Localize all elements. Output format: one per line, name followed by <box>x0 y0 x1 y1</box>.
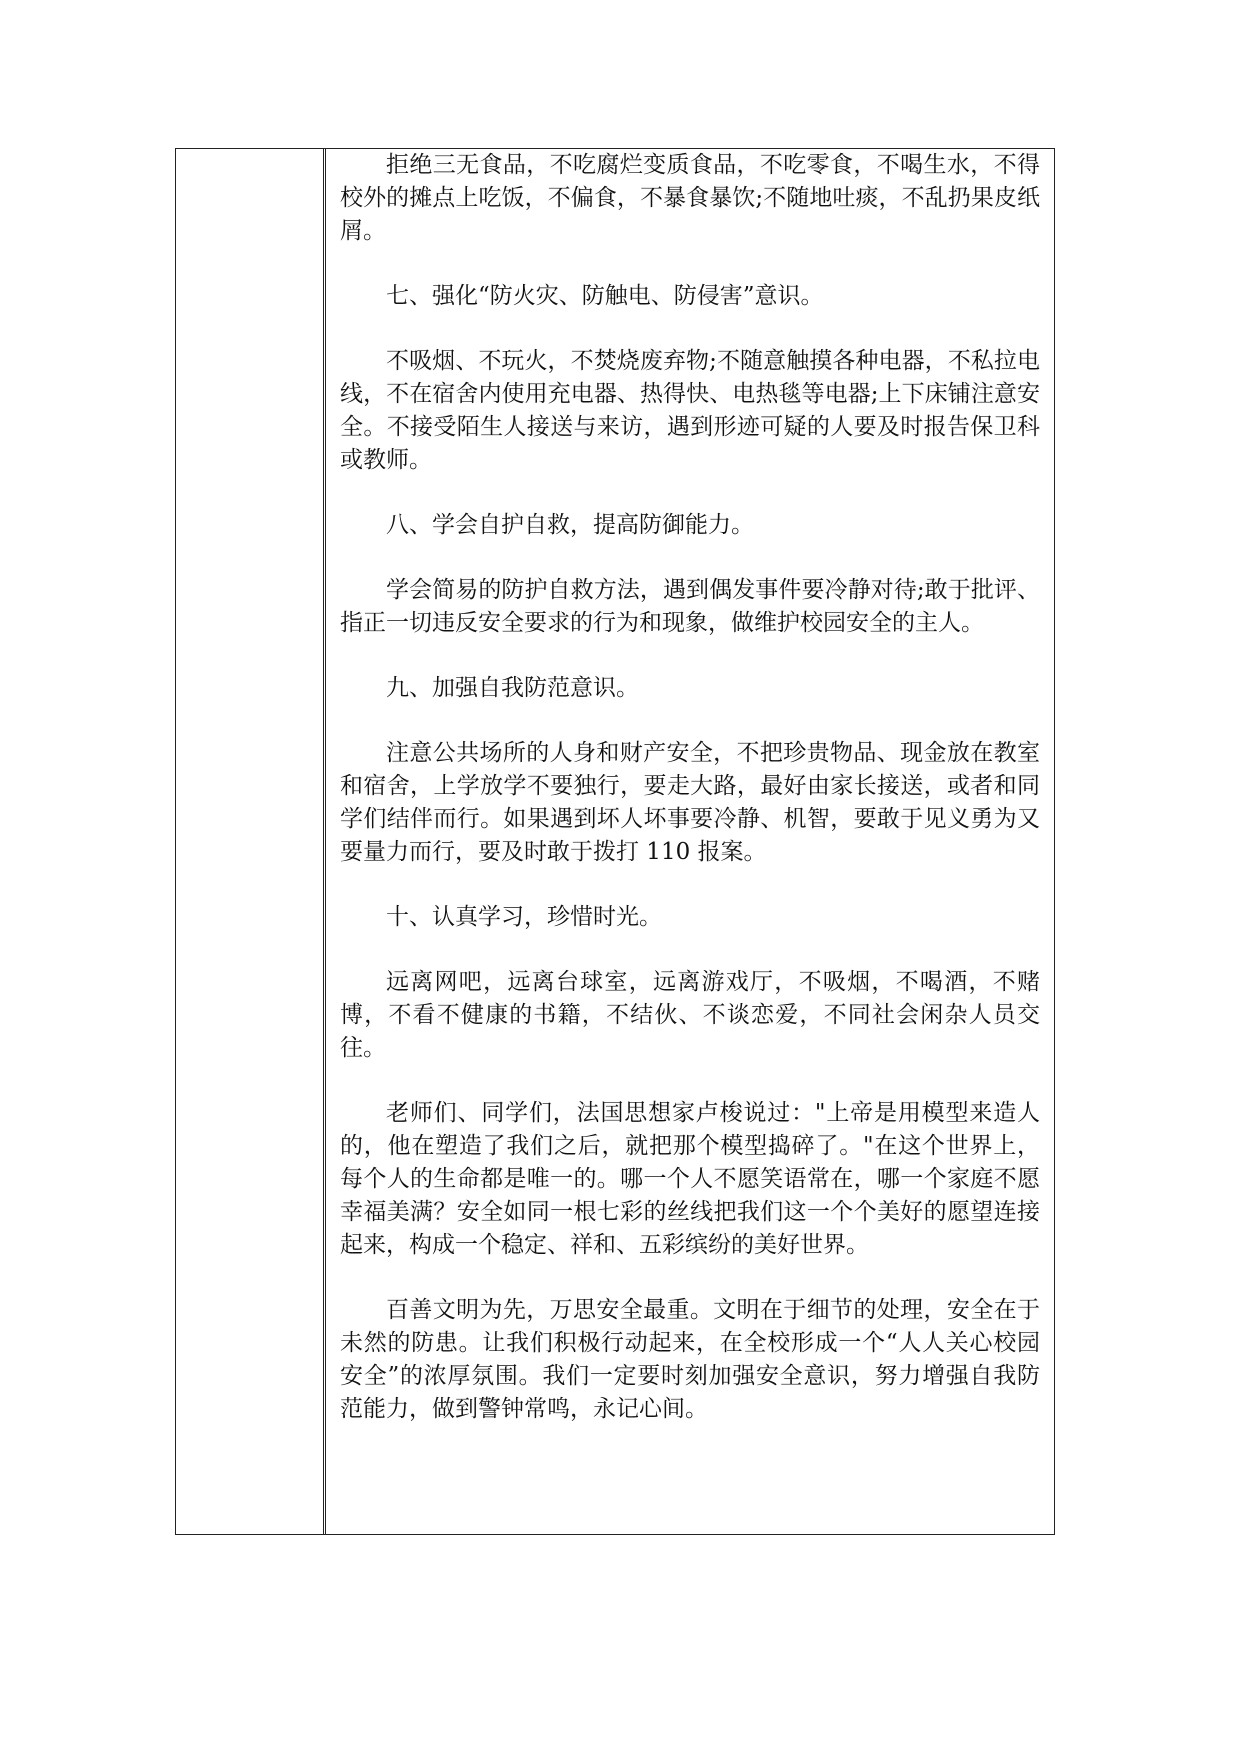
paragraph-fire-electric-safety: 不吸烟、不玩火，不焚烧废弃物;不随意触摸各种电器，不私拉电线，不在宿舍内使用充电器、热得快、电热毯等电器;上下床铺注意安全。不接受陌生人接送与来访，遇到形迹可疑的人要及时报告保卫科或教师。 <box>340 348 1040 473</box>
table-content-cell <box>326 149 1054 1534</box>
paragraph-self-rescue: 学会简易的防护自救方法，遇到偶发事件要冷静对待;敢于批评、指正一切违反安全要求的行为和现象，做维护校园安全的主人。 <box>340 577 1040 636</box>
heading-section-9: 九、加强自我防范意识。 <box>386 675 639 701</box>
paragraph-study: 远离网吧，远离台球室，远离游戏厅，不吸烟，不喝酒，不赌博，不看不健康的书籍，不结伙、不谈恋爱，不同社会闲杂人员交往。 <box>340 969 1040 1061</box>
heading-section-7: 七、强化“防火灾、防触电、防侵害”意识。 <box>386 283 824 309</box>
paragraph-rousseau-quote: 老师们、同学们，法国思想家卢梭说过："上帝是用模型来造人的，他在塑造了我们之后，就把那个模型捣碎了。"在这个世界上，每个人的生命都是唯一的。哪一个人不愿笑语常在，哪一个家庭不愿幸福美满？安全如同一根七彩的丝线把我们这一个个美好的愿望连接起来，构成一个稳定、祥和、五彩缤纷的美好世界。 <box>340 1100 1040 1258</box>
heading-section-10: 十、认真学习，珍惜时光。 <box>386 904 662 930</box>
document-table <box>175 148 1055 1535</box>
paragraph-food-safety: 拒绝三无食品，不吃腐烂变质食品，不吃零食，不喝生水，不得校外的摊点上吃饭，不偏食，不暴食暴饮;不随地吐痰，不乱扔果皮纸屑。 <box>340 152 1040 244</box>
table-left-cell <box>176 149 323 1534</box>
heading-section-8: 八、学会自护自救，提高防御能力。 <box>386 512 754 538</box>
paragraph-conclusion: 百善文明为先，万思安全最重。文明在于细节的处理，安全在于未然的防患。让我们积极行动起来，在全校形成一个“人人关心校园安全”的浓厚氛围。我们一定要时刻加强安全意识，努力增强自我防范能力，做到警钟常鸣，永记心间。 <box>340 1297 1040 1422</box>
paragraph-self-protection: 注意公共场所的人身和财产安全，不把珍贵物品、现金放在教室和宿舍，上学放学不要独行，要走大路，最好由家长接送，或者和同学们结伴而行。如果遇到坏人坏事要冷静、机智，要敢于见义勇为又要量力而行，要及时敢于拨打 110 报案。 <box>340 740 1040 865</box>
